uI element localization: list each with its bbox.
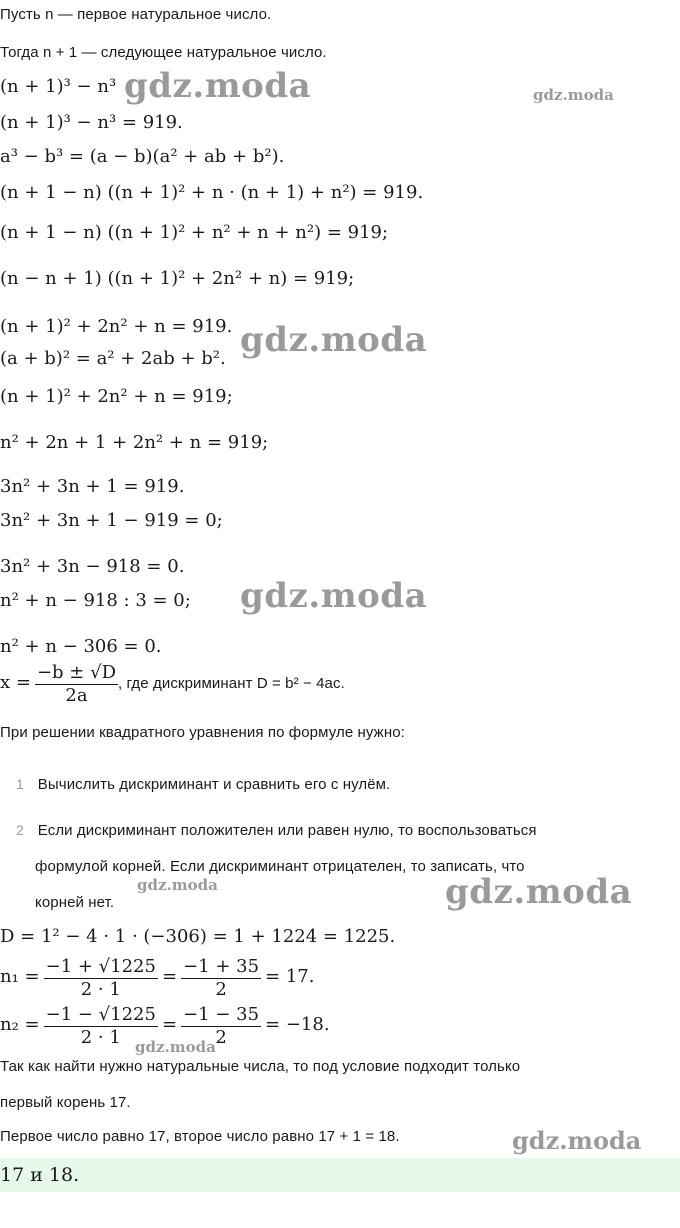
math-line: (n + 1 − n) ((n + 1)² + n² + n + n²) = 919; (0, 222, 389, 243)
root-numerator: −1 + √1225 (45, 956, 156, 977)
math-line: a³ − b³ = (a − b)(a² + ab + b²). (0, 146, 285, 167)
root-denominator: 2 (215, 979, 227, 1000)
math-line: 3n² + 3n + 1 = 919. (0, 476, 185, 497)
quadratic-formula (0, 662, 345, 708)
root-result: = 17. (265, 966, 315, 988)
formula-denominator: 2a (65, 685, 88, 706)
watermark: gdz.moda (135, 1038, 216, 1056)
root-denominator: 2 (215, 1027, 227, 1048)
intro-line-2: Тогда n + 1 — следующее натуральное число. (0, 44, 327, 61)
math-line: (a + b)² = a² + 2ab + b². (0, 348, 226, 369)
step-number: 1 (16, 776, 24, 792)
root-lhs: n₁ = (0, 966, 40, 988)
root-denominator: 2 · 1 (80, 979, 121, 1000)
formula-lhs: x = (0, 672, 31, 694)
math-line: n² + n − 306 = 0. (0, 636, 162, 657)
root-numerator: −1 − √1225 (45, 1004, 156, 1025)
root-result: = −18. (265, 1014, 330, 1036)
math-line: n² + 2n + 1 + 2n² + n = 919; (0, 432, 269, 453)
watermark: gdz.moda (445, 872, 633, 912)
math-line: (n − n + 1) ((n + 1)² + 2n² + n) = 919; (0, 268, 355, 289)
conclusion-line-2: первый корень 17. (0, 1094, 131, 1111)
math-line: (n + 1)³ − n³ = 919. (0, 112, 183, 133)
list-item (16, 776, 390, 794)
step-number: 2 (16, 822, 24, 838)
root-lhs: n₂ = (0, 1014, 40, 1036)
step-text-cont: формулой корней. Если дискриминант отрицателен, то записать, что (35, 858, 525, 875)
conclusion-line-3: Первое число равно 17, второе число равно 17 + 1 = 18. (0, 1128, 400, 1145)
formula-numerator: −b ± √D (36, 662, 116, 683)
watermark: gdz.moda (512, 1126, 642, 1155)
watermark: gdz.moda (124, 66, 312, 106)
step-text: Если дискриминант положителен или равен нулю, то воспользоваться (37, 822, 537, 839)
watermark: gdz.moda (240, 576, 428, 616)
step-text: Вычислить дискриминант и сравнить его с нулём. (37, 776, 391, 793)
watermark: gdz.moda (137, 876, 218, 894)
formula-fraction (35, 662, 118, 707)
math-line: 3n² + 3n − 918 = 0. (0, 556, 185, 577)
conclusion-line-1: Так как найти нужно натуральные числа, то под условие подходит только (0, 1058, 521, 1075)
answer-box (0, 1158, 680, 1192)
root-numerator: −1 + 35 (183, 956, 260, 977)
method-intro: При решении квадратного уравнения по формуле нужно: (0, 724, 405, 741)
step-text-cont: корней нет. (35, 894, 115, 911)
formula-tail: , где дискриминант D = b² − 4ac. (118, 675, 345, 693)
math-line: 3n² + 3n + 1 − 919 = 0; (0, 510, 223, 531)
math-line: (n + 1)² + 2n² + n = 919; (0, 386, 233, 407)
watermark: gdz.moda (533, 86, 614, 104)
answer-text: 17 и 18. (0, 1164, 80, 1186)
math-line: (n + 1 − n) ((n + 1)² + n · (n + 1) + n²) = 919. (0, 182, 424, 203)
discriminant-line: D = 1² − 4 · 1 · (−306) = 1 + 1224 = 1225. (0, 926, 396, 947)
root-numerator: −1 − 35 (183, 1004, 260, 1025)
root-2: n₂ = $\frac{-1 - √1225}{2 \cdot 1}$ = $\frac{-1 - 35}{2}$ = −18. (0, 1004, 330, 1048)
root-denominator: 2 · 1 (80, 1027, 121, 1048)
math-line: n² + n − 918 : 3 = 0; (0, 590, 191, 611)
intro-line-1: Пусть n — первое натуральное число. (0, 6, 272, 23)
math-line: (n + 1)² + 2n² + n = 919. (0, 316, 233, 337)
root-1: n₁ = $\frac{-1 + √1225}{2 \cdot 1}$ = $\frac{-1 + 35}{2}$ = 17. (0, 956, 315, 1000)
math-line: (n + 1)³ − n³ (0, 76, 117, 97)
list-item (16, 822, 537, 840)
watermark: gdz.moda (240, 320, 428, 360)
